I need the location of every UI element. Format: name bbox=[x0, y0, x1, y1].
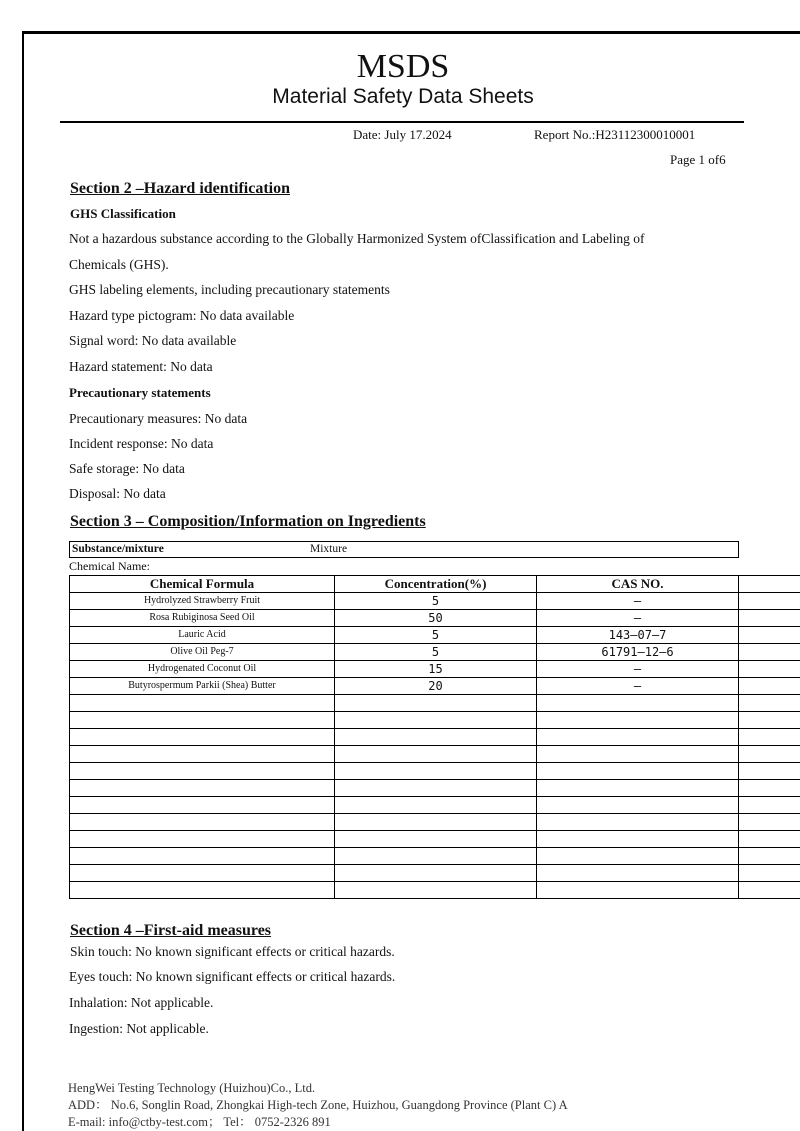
empty-cell bbox=[537, 746, 739, 763]
extra-cell bbox=[739, 627, 800, 644]
empty-cell bbox=[739, 729, 800, 746]
empty-cell bbox=[537, 848, 739, 865]
ghs-classification-heading: GHS Classification bbox=[70, 206, 176, 221]
empty-cell bbox=[70, 763, 335, 780]
footer-company: HengWei Testing Technology (Huizhou)Co., Ltd. bbox=[68, 1081, 316, 1095]
table-row bbox=[70, 627, 800, 644]
empty-cell bbox=[335, 814, 537, 831]
empty-cell bbox=[70, 695, 335, 712]
empty-cell bbox=[70, 712, 335, 729]
empty-cell bbox=[537, 712, 739, 729]
empty-cell bbox=[70, 814, 335, 831]
empty-cell bbox=[335, 712, 537, 729]
empty-cell bbox=[537, 865, 739, 882]
substance-label: Substance/mixture bbox=[72, 543, 164, 555]
empty-cell bbox=[537, 780, 739, 797]
empty-cell bbox=[537, 814, 739, 831]
column-header-formula: Chemical Formula bbox=[70, 576, 335, 593]
empty-cell bbox=[335, 695, 537, 712]
formula-cell: Olive Oil Peg-7 bbox=[70, 644, 335, 661]
table-row-empty bbox=[70, 712, 800, 729]
precautionary-statements-heading: Precautionary statements bbox=[69, 385, 211, 400]
extra-cell bbox=[739, 610, 800, 627]
extra-cell bbox=[739, 644, 800, 661]
extra-cell bbox=[739, 661, 800, 678]
table-row-empty bbox=[70, 695, 800, 712]
table-row bbox=[70, 610, 800, 627]
empty-cell bbox=[739, 763, 800, 780]
empty-cell bbox=[739, 814, 800, 831]
table-row bbox=[70, 593, 800, 610]
table-row-empty bbox=[70, 831, 800, 848]
concentration-cell: 50 bbox=[335, 610, 537, 627]
concentration-cell: 20 bbox=[335, 678, 537, 695]
formula-cell: Butyrospermum Parkii (Shea) Butter bbox=[70, 678, 335, 695]
section-3-heading: Section 3 – Composition/Information on Ingredients bbox=[70, 513, 426, 530]
empty-cell bbox=[537, 797, 739, 814]
table-row-empty bbox=[70, 865, 800, 882]
eyes-touch: Eyes touch: No known significant effects or critical hazards. bbox=[69, 969, 396, 984]
skin-touch: Skin touch: No known significant effects or critical hazards. bbox=[70, 944, 395, 959]
empty-cell bbox=[335, 729, 537, 746]
ingredients-table bbox=[69, 575, 800, 899]
empty-cell bbox=[537, 882, 739, 899]
empty-cell bbox=[739, 831, 800, 848]
empty-cell bbox=[70, 797, 335, 814]
column-header-cas: CAS NO. bbox=[537, 576, 739, 593]
footer bbox=[68, 1080, 568, 1131]
table-header-row bbox=[70, 576, 800, 593]
empty-cell bbox=[537, 763, 739, 780]
empty-cell bbox=[335, 763, 537, 780]
empty-cell bbox=[70, 831, 335, 848]
document-title: MSDS bbox=[356, 48, 450, 85]
table-row-empty bbox=[70, 797, 800, 814]
cas-cell: — bbox=[537, 610, 739, 627]
empty-cell bbox=[335, 746, 537, 763]
table-row-empty bbox=[70, 763, 800, 780]
table-row-empty bbox=[70, 814, 800, 831]
precautionary-measures: Precautionary measures: No data bbox=[69, 411, 248, 426]
empty-cell bbox=[537, 831, 739, 848]
substance-value: Mixture bbox=[310, 543, 348, 555]
empty-cell bbox=[335, 848, 537, 865]
empty-cell bbox=[70, 780, 335, 797]
cas-cell: — bbox=[537, 678, 739, 695]
header-divider bbox=[60, 121, 744, 123]
section-4-heading: Section 4 –First-aid measures bbox=[70, 922, 272, 939]
formula-cell: Rosa Rubiginosa Seed Oil bbox=[70, 610, 335, 627]
empty-cell bbox=[335, 780, 537, 797]
footer-contact: E-mail: info@ctby-test.com； Tel： 0752-2326 891 bbox=[68, 1115, 331, 1129]
table-row-empty bbox=[70, 729, 800, 746]
incident-response: Incident response: No data bbox=[69, 436, 214, 451]
empty-cell bbox=[335, 865, 537, 882]
hazard-pictogram: Hazard type pictogram: No data available bbox=[69, 308, 295, 323]
cas-cell: — bbox=[537, 593, 739, 610]
table-row bbox=[70, 644, 800, 661]
column-header-concentration: Concentration(%) bbox=[335, 576, 537, 593]
section-2-heading: Section 2 –Hazard identification bbox=[70, 180, 290, 197]
extra-cell bbox=[739, 593, 800, 610]
empty-cell bbox=[70, 848, 335, 865]
table-row-empty bbox=[70, 882, 800, 899]
empty-cell bbox=[537, 729, 739, 746]
empty-cell bbox=[739, 797, 800, 814]
cas-cell: — bbox=[537, 661, 739, 678]
empty-cell bbox=[739, 882, 800, 899]
document-subtitle: Material Safety Data Sheets bbox=[272, 85, 534, 108]
ingestion: Ingestion: Not applicable. bbox=[69, 1021, 209, 1036]
signal-word: Signal word: No data available bbox=[69, 333, 237, 348]
formula-cell: Hydrogenated Coconut Oil bbox=[70, 661, 335, 678]
ghs-text-line-2: Chemicals (GHS). bbox=[69, 257, 169, 272]
cas-cell: 143–07–7 bbox=[537, 627, 739, 644]
report-number: Report No.:H23112300010001 bbox=[534, 127, 696, 142]
empty-cell bbox=[70, 729, 335, 746]
chemical-name-label: Chemical Name: bbox=[69, 559, 150, 573]
empty-cell bbox=[335, 882, 537, 899]
inhalation: Inhalation: Not applicable. bbox=[69, 995, 214, 1010]
empty-cell bbox=[739, 746, 800, 763]
empty-cell bbox=[537, 695, 739, 712]
concentration-cell: 5 bbox=[335, 627, 537, 644]
empty-cell bbox=[70, 882, 335, 899]
concentration-cell: 5 bbox=[335, 593, 537, 610]
safe-storage: Safe storage: No data bbox=[69, 461, 185, 476]
table-row bbox=[70, 678, 800, 695]
table-row bbox=[70, 661, 800, 678]
empty-cell bbox=[335, 797, 537, 814]
report-date: Date: July 17.2024 bbox=[353, 127, 452, 142]
hazard-statement: Hazard statement: No data bbox=[69, 359, 213, 374]
empty-cell bbox=[739, 848, 800, 865]
table-row-empty bbox=[70, 780, 800, 797]
concentration-cell: 15 bbox=[335, 661, 537, 678]
extra-cell bbox=[739, 678, 800, 695]
formula-cell: Lauric Acid bbox=[70, 627, 335, 644]
empty-cell bbox=[335, 831, 537, 848]
disposal: Disposal: No data bbox=[69, 486, 166, 501]
empty-cell bbox=[70, 865, 335, 882]
ghs-text-line-1: Not a hazardous substance according to the Globally Harmonized System ofClassification and Labeling of bbox=[69, 231, 645, 246]
empty-cell bbox=[739, 780, 800, 797]
table-row-empty bbox=[70, 746, 800, 763]
formula-cell: Hydrolyzed Strawberry Fruit bbox=[70, 593, 335, 610]
column-header-extra bbox=[739, 576, 800, 593]
empty-cell bbox=[739, 695, 800, 712]
empty-cell bbox=[739, 712, 800, 729]
substance-mixture-row bbox=[69, 541, 739, 558]
ghs-labeling-elements: GHS labeling elements, including precautionary statements bbox=[69, 282, 390, 297]
concentration-cell: 5 bbox=[335, 644, 537, 661]
empty-cell bbox=[70, 746, 335, 763]
cas-cell: 61791–12–6 bbox=[537, 644, 739, 661]
footer-address: ADD： No.6, Songlin Road, Zhongkai High-tech Zone, Huizhou, Guangdong Province (Plant C) A bbox=[68, 1098, 568, 1112]
table-row-empty bbox=[70, 848, 800, 865]
page-number: Page 1 of6 bbox=[670, 152, 726, 167]
empty-cell bbox=[739, 865, 800, 882]
